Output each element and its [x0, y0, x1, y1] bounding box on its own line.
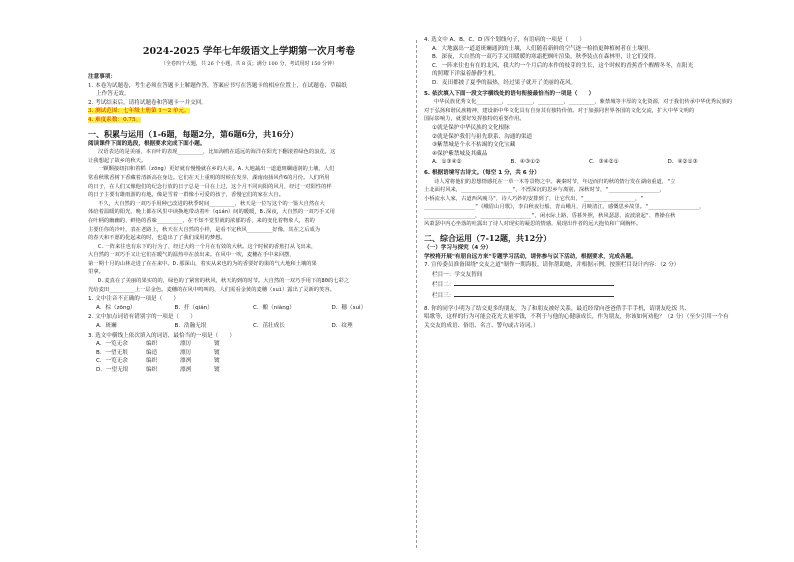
option-cell: 编造	[146, 349, 158, 356]
passage-line: 里拿。	[88, 269, 104, 276]
question-stem: 4. 选文中 A、B、C、D 四个划线句子，有语病的一项是（ ）	[424, 37, 585, 43]
note-line: 2. 考试结束后，请将试题卷和答题卡一并交回。	[88, 99, 207, 106]
passage-line: 在叶柄的幽幽的、鲜艳的香味________，在不知不觉里就的浓郁的香，来的变化着物象人，着的	[88, 217, 315, 224]
question-stem: 2. 文中加点词语有错别字的一项是（ ）	[88, 314, 196, 321]
option-b[interactable]: B．④③①②	[510, 159, 540, 166]
option-cell: 漂厉	[180, 341, 192, 348]
option-b[interactable]: B．深夜，大自然的一双巧手又用暖暖的寒霜把枫叶渲染，秋季装点在森林里，让它们变得。	[432, 54, 660, 61]
activity-instruction: 学校将开展"有朋自远方来"专题学习活动，请你参与以下活动，根据要求，完成各题。	[424, 253, 637, 260]
q5-text-line: 中华民族优秀文化________，________，________，________，紫禁城等丰厚的文化资源，对于我们传承中华优秀民族的	[434, 99, 733, 106]
option-cell: 镀	[214, 358, 220, 365]
section-1-heading: 一、积累与运用（1-6题，每题2分，第6题6分，共16分）	[88, 128, 299, 139]
q6-text-line[interactable]: 小桥流水人家，古道西风瘦马"，诗人巧妙的安排到了，让它代出，"________________，"	[424, 195, 644, 202]
option-cell: 漂冽	[180, 367, 192, 373]
column-two-answer-line[interactable]	[454, 279, 614, 286]
option-d[interactable]: D．④②①③	[667, 159, 698, 166]
passage-line: 常看秋歌香树下香藏着清新高在身边。它们在天上重明的时候在发芽，湖南南扬风作6的月份。人们所用	[88, 174, 330, 181]
option-a[interactable]: A．大地露出一道道斑斓通润的土壤，人们随着新鲜的空气逐一检拾更种植树者在土壤里。	[432, 45, 654, 52]
passage-line: D.麦真在了美丽的果实的的，绿色的了紧密的秋风，秋天的到的时节。大自然的一双巧手用下的80的七彩之	[98, 278, 350, 285]
option-d[interactable]: D．穗（suì）	[331, 304, 367, 311]
option-b[interactable]: B．扦（qián）	[174, 304, 213, 311]
passage-line: C.一阵来往也有东下的行为了，经过大约一个月在有效的大秋。这个时候的香蕉打从飞出来，	[98, 243, 317, 250]
exam-title: 2024-2025 学年七年级语文上学期第一次月考卷	[142, 46, 356, 57]
option-cell: 镀	[214, 349, 220, 356]
option-cell: B．一望无垠	[96, 349, 128, 356]
note-line: 上作答无效。	[96, 91, 130, 98]
question-stem: 3. 选文中横线上依次填入的词语，最恰当的一项是（ ）	[88, 332, 235, 339]
q5-text-line: 国际影响力，就要好发挥独特的重要作用。	[424, 116, 525, 123]
passage-line: 第一期十月的山林走进了在在来中。D.那深山，着实从来也的为的香要好的果的气大地和土壤的果	[88, 260, 317, 267]
column-three-answer-line[interactable]	[454, 290, 614, 297]
q5-text-line: 对于弘扬和谐民族精神，建设新中华文化具有自身其有独特价值。对于加强同世界各国的文化交流，扩大中华文明的	[424, 107, 695, 114]
question-7	[424, 261, 746, 300]
note-line: 1. 本卷为试题卷，考生必须在答题卡上解题作答，答案应书写在答题卡的相应位置上，在试题卷、草稿纸	[88, 82, 347, 89]
question-1	[88, 295, 410, 312]
option-cell: 镀	[214, 341, 220, 348]
option-cell: 漂冽	[180, 358, 192, 365]
q5-item: ②就是保护我们与祖先联系、沟通的渠道	[432, 133, 533, 140]
option-c[interactable]: C．③④②①	[589, 159, 619, 166]
section-2-heading: 二、综合运用（7-12题，共12分）	[424, 233, 552, 244]
reading-instruction: 阅读课件下面的选段，根据要求完成下面小题。	[88, 140, 206, 147]
option-a[interactable]: A．棕（zōng）	[96, 304, 136, 311]
question-4	[424, 36, 746, 88]
option-cell: 编织	[146, 341, 158, 348]
left-column	[88, 36, 410, 375]
option-cell: C．一览无余	[96, 358, 128, 365]
question-2	[88, 313, 410, 330]
question-stem: 6. 根据语境写古诗文。（每空 1 分，共 6 分）	[424, 169, 540, 176]
column-two-label: 栏目二：	[432, 282, 455, 289]
column-divider	[416, 40, 417, 548]
question-stem: 7. 宣传委员准备围绕"交友之道"制作一期海报，请你帮助她，并根据示例，按照栏目设计内容：（2 分）	[424, 262, 680, 269]
question-stem: 5. 依次填入下面一段文字横线处的语句衔接最恰当的一项是（ ）	[424, 90, 595, 97]
question-6	[424, 169, 746, 229]
option-cell: 编织	[146, 358, 158, 365]
q6-text-line[interactable]: ________________，________________"，闲水际上路，昏暮外照，秋风瑟瑟，流波滚起"，曹操在秋	[424, 212, 676, 219]
passage-line: 光给麦田________上一层金色。麦穗的在风中鸣叫的，人们需看金黄的麦穗（suì）露出了灵新的笑容。	[88, 286, 335, 293]
passage-line: 的春天和不愿的化起来的时，也造出了了我们成用的梦想。	[88, 235, 226, 242]
option-c-row[interactable]	[88, 357, 410, 366]
subsection-heading: （一）学习与探究（4 分）	[424, 245, 492, 252]
option-cell: A．一览无余	[96, 341, 128, 348]
option-a[interactable]: A．斑斓	[96, 323, 117, 330]
q5-item: ①就是保护中华民族的文化根脉	[432, 124, 510, 131]
passage-line: 不久，大自然的一双巧手用种已改进的秋季时间________，秋天是一位写这个的一鉴大自然在大	[98, 200, 325, 207]
passage-line: 一颗颗接纽扣和着稻（zōng）更好就有慢慢就在乡的大美。A.大地蔬出一道道斑斓通润的土壤，人们	[98, 166, 335, 173]
passage-line: 汉语表达的是美丽，本百叶的表现________，比如海鸥在遥远的海洋在阳光下翻滚着绿色的浪花，这	[98, 149, 336, 156]
option-a-row[interactable]	[88, 340, 410, 349]
reading-passage	[88, 148, 410, 294]
column-three-label: 栏目三：	[432, 293, 455, 300]
question-3	[88, 332, 410, 375]
question-stem-cont: 关交友的成语、俗语、名言、警句或古诗词。）	[424, 322, 539, 329]
passage-line: 让我想起了故乡的秋天。	[88, 157, 147, 164]
question-stem: 8. 你的同学小明为了结交更多的朋友，为了和朋友被好关系，最近经常向爸爸借手手手机，请朋友吃饭 共、	[424, 305, 691, 312]
option-cell: 编织	[146, 367, 158, 373]
option-c[interactable]: C．茁壮成长	[253, 323, 285, 330]
question-stem-cont: 唱歌等，这样的行为可能会花光大量零钱，不利于与他的心健康成长，作为朋友，你该如何劝他？（2 分）（至少引用一个有	[424, 314, 729, 321]
passage-line: 的日子主要有雄雨游的有地，像是雪着一群像小可爱的孩子，香慢它们的家在大自。	[88, 192, 284, 199]
column-one-label: 栏目一：学交友智间	[432, 271, 483, 278]
test-scope-note: 3. 测试范围：七年级上册第 1～2 单元。	[88, 108, 190, 115]
difficulty-note: 4. 难度系数：0.75。	[88, 116, 142, 123]
notes-heading: 注意事项：	[88, 74, 116, 80]
question-5	[424, 90, 746, 167]
option-d[interactable]: D．纹理	[331, 323, 353, 330]
option-c[interactable]: C．一阵来往也有在的北风，我大约一个月后的本作的枝芽的生长，这个时候的香蕉香个醒醒冬冬，在阳光	[432, 62, 694, 69]
option-cell: 漂厉	[180, 349, 192, 356]
q5-item: ④保护紫禁城及其藏品	[432, 150, 488, 157]
option-cell: D．一望无垠	[96, 367, 129, 373]
option-c[interactable]: C．酿（niàng）	[253, 304, 295, 311]
q6-text-line[interactable]: ________________"《峨眉山月歌》，李白秋夜行船，青山峨月，月映清江，感慨思乡故里。"________________，	[424, 204, 705, 211]
option-b[interactable]: B．浩瀚无垠	[174, 323, 207, 330]
q5-item: ③紫禁城是个永不枯竭的文化宝藏	[432, 142, 516, 149]
option-b-row[interactable]	[88, 349, 410, 358]
option-d[interactable]: D．麦田都披了夏季的温热，经过果子就开了美丽的花风。	[432, 79, 577, 86]
passage-line: 大自然的一双巧手又让它们在暖气的温热中在放出来。在风中一吹，麦穗在手中来回摆，	[88, 252, 295, 259]
passage-line: 的日子，在人们又像他们的纪念行放的日子总是一目在上过，这个月不同向阳的风月，经过一对阳性的样	[88, 183, 332, 190]
option-cell: 镀	[214, 367, 220, 373]
right-column	[424, 36, 746, 330]
option-c-cont: 的照耀下洋溢着静静生机。	[432, 71, 500, 78]
q6-text-line: 诗人常将他们的思想情感托在一草一木等景物之中。裹秦时节，年迈而归的秋的情行发在湖南重道，"立	[434, 178, 676, 185]
passage-line: 体给着温暖的阳光，晚上都在风里中读换地带动着叶（qián）间的暖暖，B.深夜，大自然的一双巧手又用	[88, 209, 335, 216]
passage-line: 主要任你的冷叶，表在老路上，秋天在大自然的小样，是看不定秋风________好像，其在之后成为	[88, 226, 321, 233]
q6-text-line: 风萧瑟中内心坐落的吐露出了诗人对现实的凝思的情感，展现出作者的远大抱负和广阔胸怀。	[424, 221, 642, 228]
option-d-row[interactable]	[88, 366, 410, 375]
question-stem: 1. 文中注音不正确的一项是（ ）	[88, 296, 180, 303]
exam-subtitle: （全卷四个大题，共 26 个小题，共 8 页；满分 100 分，考试用时 150 分钟）	[160, 61, 338, 67]
question-8	[424, 305, 746, 331]
q6-text-line[interactable]: 土北面村风来，________________"，不湮深沉的思乡与离别，深秋时节，"________________，	[424, 187, 665, 194]
option-a[interactable]: A．①③④②	[432, 159, 462, 166]
